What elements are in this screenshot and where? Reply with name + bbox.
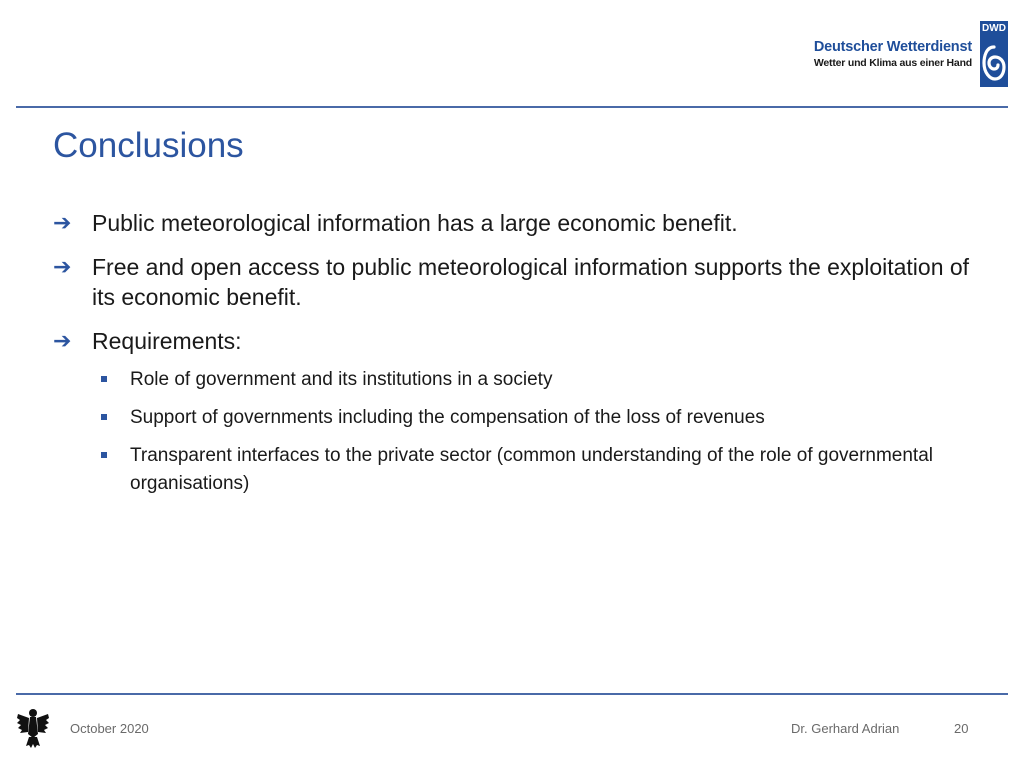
footer-date: October 2020: [70, 721, 149, 736]
arrow-right-icon: ➔: [53, 210, 72, 235]
logo-abbreviation: DWD: [982, 23, 1006, 34]
federal-eagle-icon: [16, 706, 50, 750]
footer-divider: [16, 693, 1008, 695]
sub-bullet-item: [101, 366, 973, 394]
bullet-text: Public meteorological information has a large economic benefit.: [92, 210, 738, 236]
swirl-icon: [982, 43, 1006, 83]
bullet-text: Requirements:: [92, 328, 242, 354]
bullet-text: Free and open access to public meteorological information supports the exploitation of its economic benefit.: [92, 254, 970, 310]
slide-content: [53, 208, 973, 508]
header-divider: [16, 106, 1008, 108]
page-title: Conclusions: [53, 126, 244, 165]
footer-author: Dr. Gerhard Adrian: [791, 721, 900, 736]
bullet-item: [53, 208, 973, 238]
arrow-right-icon: ➔: [53, 328, 72, 353]
logo-name: Deutscher Wetterdienst: [813, 39, 972, 55]
logo-tagline: Wetter und Klima aus einer Hand: [813, 57, 972, 69]
dwd-logo: [814, 20, 1008, 88]
bullet-item: [53, 252, 973, 312]
sub-bullet-text: Role of government and its institutions in a society: [130, 369, 553, 390]
sub-bullet-item: [101, 442, 973, 498]
logo-text: [814, 38, 972, 70]
arrow-right-icon: ➔: [53, 254, 72, 279]
bullet-item: [53, 326, 973, 356]
page-number: 20: [954, 721, 969, 736]
sub-bullet-text: Transparent interfaces to the private sector (common understanding of the role of governmental organisations): [130, 445, 934, 494]
square-bullet-icon: [101, 366, 130, 394]
square-bullet-icon: [101, 442, 130, 498]
dwd-emblem: [980, 21, 1008, 87]
sub-bullet-item: [101, 404, 973, 432]
square-bullet-icon: [101, 404, 130, 432]
sub-bullet-text: Support of governments including the compensation of the loss of revenues: [130, 407, 765, 428]
